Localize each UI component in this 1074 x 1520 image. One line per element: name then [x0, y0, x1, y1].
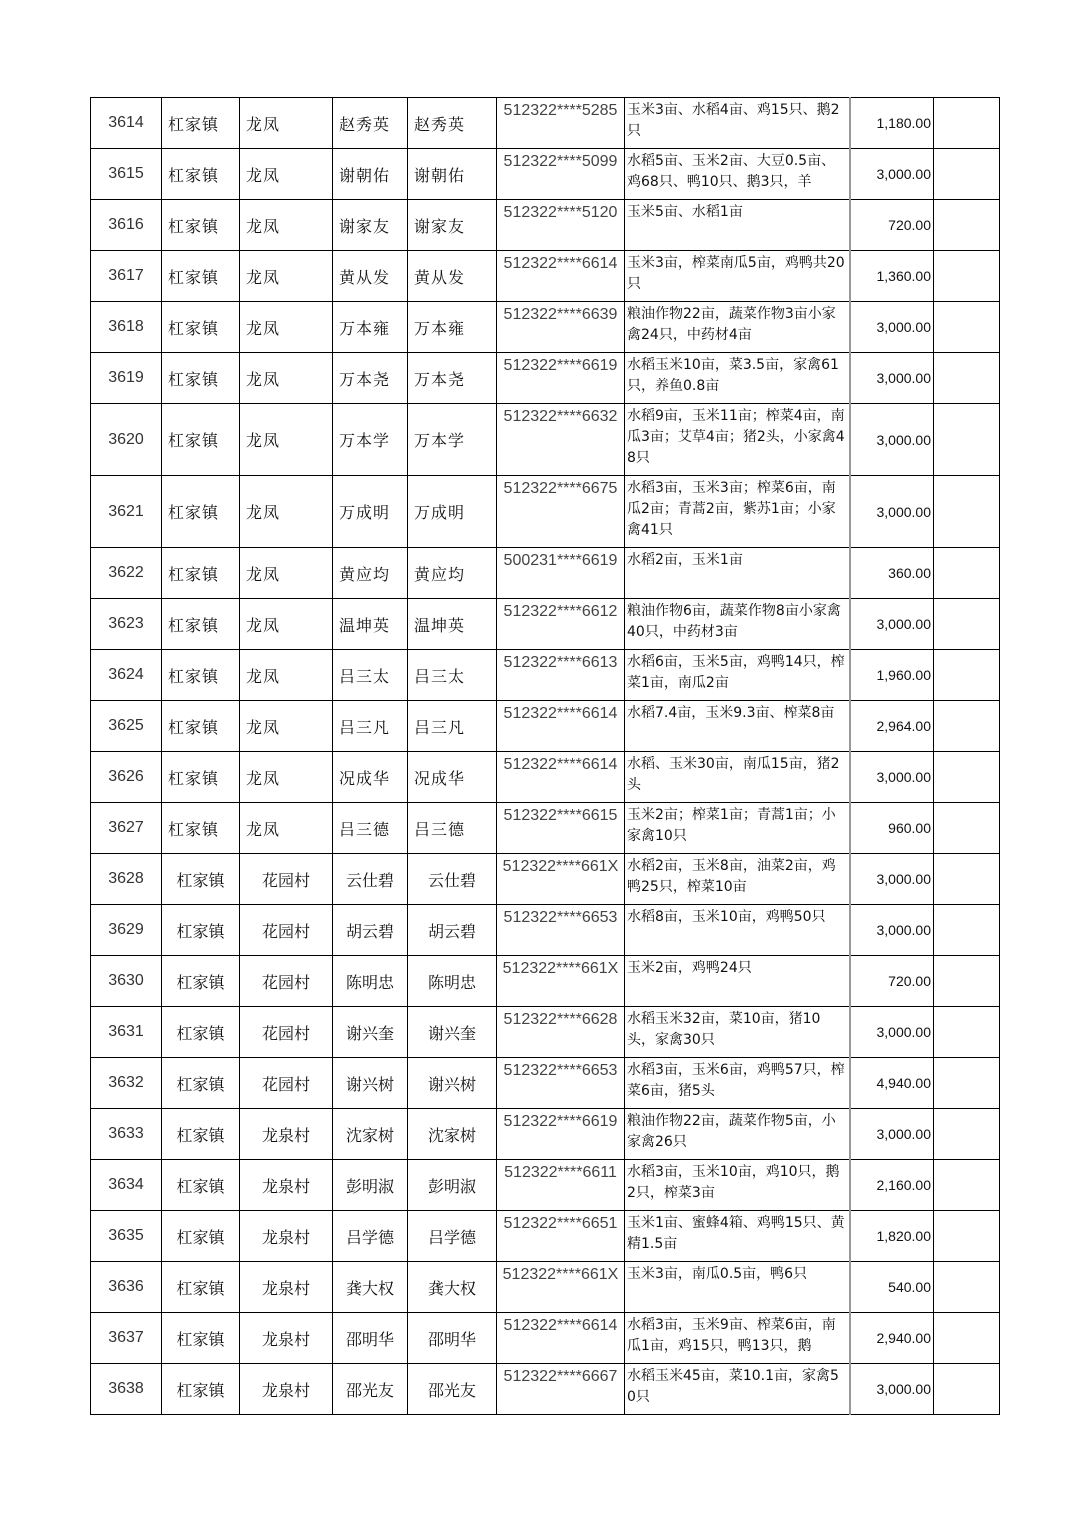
cell-subsidy-amount: 3,000.00 — [850, 353, 934, 404]
cell-serial-no: 3625 — [91, 701, 162, 752]
cell-payee-name: 吕三凡 — [408, 701, 497, 752]
cell-blank — [934, 1160, 1000, 1211]
description-text: 水稻、玉米30亩，南瓜15亩，猪2头 — [627, 756, 840, 793]
cell-payee-name: 黄应均 — [408, 548, 497, 599]
cell-payee-name: 赵秀英 — [408, 98, 497, 149]
cell-blank — [934, 302, 1000, 353]
cell-farmer-name: 万成明 — [333, 476, 408, 548]
cell-village: 龙凤 — [240, 98, 333, 149]
cell-farmer-name: 谢兴树 — [333, 1058, 408, 1109]
cell-id-number: 512322****6611 — [497, 1160, 625, 1211]
cell-id-number: 512322****6612 — [497, 599, 625, 650]
cell-town: 杠家镇 — [162, 905, 240, 956]
cell-farmer-name: 云仕碧 — [333, 854, 408, 905]
cell-production-description — [625, 701, 851, 752]
cell-payee-name: 况成华 — [408, 752, 497, 803]
cell-village: 龙凤 — [240, 149, 333, 200]
description-text: 粮油作物22亩，蔬菜作物3亩小家禽24只，中药材4亩 — [627, 306, 836, 343]
cell-production-description — [625, 1058, 851, 1109]
cell-id-number: 512322****6614 — [497, 1313, 625, 1364]
cell-town: 杠家镇 — [162, 1211, 240, 1262]
cell-id-number: 512322****5099 — [497, 149, 625, 200]
cell-serial-no: 3620 — [91, 404, 162, 476]
cell-village: 龙泉村 — [240, 1313, 333, 1364]
cell-production-description — [625, 200, 851, 251]
cell-serial-no: 3635 — [91, 1211, 162, 1262]
cell-town: 杠家镇 — [162, 1262, 240, 1313]
cell-payee-name: 万本雍 — [408, 302, 497, 353]
cell-village: 花园村 — [240, 956, 333, 1007]
cell-farmer-name: 吕三德 — [333, 803, 408, 854]
cell-town: 杠家镇 — [162, 149, 240, 200]
cell-payee-name: 谢朝佑 — [408, 149, 497, 200]
cell-payee-name: 云仕碧 — [408, 854, 497, 905]
description-text: 水稻7.4亩，玉米9.3亩、榨菜8亩 — [627, 705, 835, 721]
cell-subsidy-amount: 2,964.00 — [850, 701, 934, 752]
description-text: 水稻3亩，玉米9亩、榨菜6亩，南瓜1亩，鸡15只，鸭13只，鹅 — [627, 1317, 836, 1354]
cell-village: 龙凤 — [240, 476, 333, 548]
cell-payee-name: 万本尧 — [408, 353, 497, 404]
cell-production-description — [625, 1313, 851, 1364]
cell-payee-name: 万成明 — [408, 476, 497, 548]
description-text: 水稻9亩，玉米11亩；榨菜4亩，南瓜3亩；艾草4亩；猪2头，小家禽48只 — [627, 408, 845, 466]
cell-subsidy-amount: 2,940.00 — [850, 1313, 934, 1364]
table-row — [91, 353, 1000, 404]
cell-serial-no: 3637 — [91, 1313, 162, 1364]
cell-serial-no: 3634 — [91, 1160, 162, 1211]
cell-farmer-name: 胡云碧 — [333, 905, 408, 956]
table-row — [91, 803, 1000, 854]
cell-production-description — [625, 251, 851, 302]
table-row — [91, 476, 1000, 548]
cell-id-number: 512322****6619 — [497, 1109, 625, 1160]
cell-subsidy-amount: 540.00 — [850, 1262, 934, 1313]
cell-id-number: 512322****6639 — [497, 302, 625, 353]
description-text: 玉米3亩，榨菜南瓜5亩，鸡鸭共20只 — [627, 255, 845, 292]
cell-payee-name: 邵明华 — [408, 1313, 497, 1364]
table-row — [91, 650, 1000, 701]
cell-production-description — [625, 1007, 851, 1058]
cell-serial-no: 3627 — [91, 803, 162, 854]
cell-town: 杠家镇 — [162, 353, 240, 404]
cell-blank — [934, 905, 1000, 956]
description-text: 水稻3亩，玉米6亩，鸡鸭57只，榨菜6亩，猪5头 — [627, 1062, 845, 1099]
table-row — [91, 1160, 1000, 1211]
cell-farmer-name: 邵光友 — [333, 1364, 408, 1415]
table-row — [91, 149, 1000, 200]
description-text: 水稻2亩，玉米8亩，油菜2亩，鸡鸭25只，榨菜10亩 — [627, 858, 836, 895]
cell-blank — [934, 1262, 1000, 1313]
cell-payee-name: 吕三太 — [408, 650, 497, 701]
cell-blank — [934, 803, 1000, 854]
cell-blank — [934, 149, 1000, 200]
cell-subsidy-amount: 1,820.00 — [850, 1211, 934, 1262]
cell-id-number: 512322****6653 — [497, 905, 625, 956]
cell-production-description — [625, 1211, 851, 1262]
table-row — [91, 956, 1000, 1007]
cell-village: 龙泉村 — [240, 1364, 333, 1415]
table-row — [91, 905, 1000, 956]
cell-village: 龙泉村 — [240, 1262, 333, 1313]
table-row — [91, 1058, 1000, 1109]
description-text: 水稻玉米10亩，菜3.5亩，家禽61只，养鱼0.8亩 — [627, 357, 839, 394]
cell-village: 花园村 — [240, 1058, 333, 1109]
cell-serial-no: 3624 — [91, 650, 162, 701]
cell-payee-name: 邵光友 — [408, 1364, 497, 1415]
cell-subsidy-amount: 360.00 — [850, 548, 934, 599]
cell-farmer-name: 邵明华 — [333, 1313, 408, 1364]
cell-payee-name: 沈家树 — [408, 1109, 497, 1160]
cell-subsidy-amount: 1,960.00 — [850, 650, 934, 701]
cell-blank — [934, 752, 1000, 803]
cell-id-number: 512322****6667 — [497, 1364, 625, 1415]
cell-subsidy-amount: 2,160.00 — [850, 1160, 934, 1211]
cell-farmer-name: 黄应均 — [333, 548, 408, 599]
cell-subsidy-amount: 3,000.00 — [850, 149, 934, 200]
cell-farmer-name: 万本雍 — [333, 302, 408, 353]
cell-production-description — [625, 149, 851, 200]
table-row — [91, 1262, 1000, 1313]
cell-production-description — [625, 1109, 851, 1160]
cell-id-number: 512322****6632 — [497, 404, 625, 476]
cell-farmer-name: 赵秀英 — [333, 98, 408, 149]
cell-farmer-name: 吕学德 — [333, 1211, 408, 1262]
cell-farmer-name: 吕三凡 — [333, 701, 408, 752]
cell-payee-name: 陈明忠 — [408, 956, 497, 1007]
cell-id-number: 512322****5285 — [497, 98, 625, 149]
cell-serial-no: 3636 — [91, 1262, 162, 1313]
table-row — [91, 1007, 1000, 1058]
cell-town: 杠家镇 — [162, 1313, 240, 1364]
cell-town: 杠家镇 — [162, 1058, 240, 1109]
cell-id-number: 512322****6614 — [497, 251, 625, 302]
cell-village: 龙凤 — [240, 599, 333, 650]
cell-farmer-name: 吕三太 — [333, 650, 408, 701]
cell-id-number: 512322****661X — [497, 1262, 625, 1313]
cell-blank — [934, 1007, 1000, 1058]
cell-production-description — [625, 752, 851, 803]
table-row — [91, 200, 1000, 251]
cell-town: 杠家镇 — [162, 476, 240, 548]
cell-serial-no: 3618 — [91, 302, 162, 353]
cell-town: 杠家镇 — [162, 650, 240, 701]
cell-payee-name: 温坤英 — [408, 599, 497, 650]
description-text: 水稻3亩，玉米10亩，鸡10只，鹅2只，榨菜3亩 — [627, 1164, 840, 1201]
cell-subsidy-amount: 3,000.00 — [850, 752, 934, 803]
description-text: 粮油作物6亩，蔬菜作物8亩小家禽40只，中药材3亩 — [627, 603, 841, 640]
table-row — [91, 548, 1000, 599]
table-row — [91, 854, 1000, 905]
table-row — [91, 1364, 1000, 1415]
cell-town: 杠家镇 — [162, 200, 240, 251]
cell-payee-name: 谢兴奎 — [408, 1007, 497, 1058]
cell-farmer-name: 万本尧 — [333, 353, 408, 404]
description-text: 玉米2亩；榨菜1亩；青蒿1亩；小家禽10只 — [627, 807, 836, 844]
cell-blank — [934, 650, 1000, 701]
cell-village: 龙凤 — [240, 650, 333, 701]
description-text: 水稻2亩，玉米1亩 — [627, 552, 743, 568]
cell-blank — [934, 251, 1000, 302]
cell-payee-name: 黄从发 — [408, 251, 497, 302]
cell-serial-no: 3622 — [91, 548, 162, 599]
cell-serial-no: 3628 — [91, 854, 162, 905]
description-text: 水稻玉米32亩，菜10亩，猪10头，家禽30只 — [627, 1011, 821, 1048]
cell-subsidy-amount: 4,940.00 — [850, 1058, 934, 1109]
cell-farmer-name: 黄从发 — [333, 251, 408, 302]
table-row — [91, 1313, 1000, 1364]
cell-blank — [934, 200, 1000, 251]
cell-blank — [934, 1313, 1000, 1364]
description-text: 玉米1亩、蜜蜂4箱、鸡鸭15只、黄精1.5亩 — [627, 1215, 845, 1252]
cell-village: 龙凤 — [240, 701, 333, 752]
cell-village: 龙凤 — [240, 302, 333, 353]
subsidy-table — [90, 97, 1000, 1415]
cell-id-number: 512322****6615 — [497, 803, 625, 854]
cell-id-number: 500231****6619 — [497, 548, 625, 599]
description-text: 玉米3亩、水稻4亩、鸡15只、鹅2只 — [627, 102, 840, 139]
table-row — [91, 1109, 1000, 1160]
cell-town: 杠家镇 — [162, 1364, 240, 1415]
cell-blank — [934, 956, 1000, 1007]
table-row — [91, 1211, 1000, 1262]
cell-serial-no: 3632 — [91, 1058, 162, 1109]
cell-village: 龙凤 — [240, 548, 333, 599]
cell-subsidy-amount: 3,000.00 — [850, 854, 934, 905]
cell-subsidy-amount: 3,000.00 — [850, 302, 934, 353]
description-text: 水稻3亩，玉米3亩；榨菜6亩，南瓜2亩；青蒿2亩，紫苏1亩；小家禽41只 — [627, 480, 836, 538]
cell-farmer-name: 谢兴奎 — [333, 1007, 408, 1058]
cell-farmer-name: 陈明忠 — [333, 956, 408, 1007]
cell-payee-name: 万本学 — [408, 404, 497, 476]
cell-blank — [934, 1211, 1000, 1262]
cell-serial-no: 3621 — [91, 476, 162, 548]
cell-payee-name: 彭明淑 — [408, 1160, 497, 1211]
cell-town: 杠家镇 — [162, 302, 240, 353]
cell-town: 杠家镇 — [162, 1109, 240, 1160]
cell-serial-no: 3616 — [91, 200, 162, 251]
cell-production-description — [625, 905, 851, 956]
cell-town: 杠家镇 — [162, 752, 240, 803]
description-text: 水稻8亩，玉米10亩，鸡鸭50只 — [627, 909, 826, 925]
cell-production-description — [625, 302, 851, 353]
cell-blank — [934, 1109, 1000, 1160]
cell-subsidy-amount: 1,180.00 — [850, 98, 934, 149]
cell-serial-no: 3629 — [91, 905, 162, 956]
cell-village: 花园村 — [240, 905, 333, 956]
cell-id-number: 512322****6614 — [497, 701, 625, 752]
cell-village: 龙泉村 — [240, 1109, 333, 1160]
cell-serial-no: 3630 — [91, 956, 162, 1007]
description-text: 玉米5亩、水稻1亩 — [627, 204, 743, 220]
cell-farmer-name: 龚大权 — [333, 1262, 408, 1313]
cell-production-description — [625, 476, 851, 548]
cell-production-description — [625, 353, 851, 404]
cell-town: 杠家镇 — [162, 548, 240, 599]
cell-town: 杠家镇 — [162, 854, 240, 905]
cell-id-number: 512322****6653 — [497, 1058, 625, 1109]
cell-subsidy-amount: 720.00 — [850, 956, 934, 1007]
cell-payee-name: 谢家友 — [408, 200, 497, 251]
cell-village: 龙泉村 — [240, 1160, 333, 1211]
cell-town: 杠家镇 — [162, 98, 240, 149]
cell-village: 花园村 — [240, 854, 333, 905]
cell-subsidy-amount: 3,000.00 — [850, 404, 934, 476]
cell-village: 龙凤 — [240, 353, 333, 404]
cell-serial-no: 3614 — [91, 98, 162, 149]
cell-subsidy-amount: 3,000.00 — [850, 1364, 934, 1415]
cell-production-description — [625, 1262, 851, 1313]
cell-town: 杠家镇 — [162, 251, 240, 302]
cell-id-number: 512322****6619 — [497, 353, 625, 404]
cell-village: 龙凤 — [240, 803, 333, 854]
cell-subsidy-amount: 3,000.00 — [850, 905, 934, 956]
cell-village: 龙泉村 — [240, 1211, 333, 1262]
description-text: 水稻5亩、玉米2亩、大豆0.5亩、鸡68只、鸭10只、鹅3只，羊 — [627, 153, 836, 190]
cell-production-description — [625, 854, 851, 905]
cell-village: 龙凤 — [240, 251, 333, 302]
cell-subsidy-amount: 3,000.00 — [850, 599, 934, 650]
table-row — [91, 302, 1000, 353]
cell-id-number: 512322****661X — [497, 956, 625, 1007]
cell-blank — [934, 98, 1000, 149]
cell-blank — [934, 599, 1000, 650]
cell-payee-name: 胡云碧 — [408, 905, 497, 956]
cell-subsidy-amount: 720.00 — [850, 200, 934, 251]
cell-farmer-name: 况成华 — [333, 752, 408, 803]
cell-blank — [934, 404, 1000, 476]
cell-town: 杠家镇 — [162, 701, 240, 752]
cell-subsidy-amount: 1,360.00 — [850, 251, 934, 302]
cell-payee-name: 吕学德 — [408, 1211, 497, 1262]
table-row — [91, 98, 1000, 149]
cell-serial-no: 3619 — [91, 353, 162, 404]
cell-town: 杠家镇 — [162, 404, 240, 476]
cell-production-description — [625, 1364, 851, 1415]
description-text: 玉米2亩，鸡鸭24只 — [627, 960, 752, 976]
cell-blank — [934, 701, 1000, 752]
cell-town: 杠家镇 — [162, 956, 240, 1007]
cell-farmer-name: 温坤英 — [333, 599, 408, 650]
cell-blank — [934, 1058, 1000, 1109]
cell-payee-name: 龚大权 — [408, 1262, 497, 1313]
cell-payee-name: 谢兴树 — [408, 1058, 497, 1109]
cell-id-number: 512322****6675 — [497, 476, 625, 548]
cell-serial-no: 3631 — [91, 1007, 162, 1058]
cell-blank — [934, 548, 1000, 599]
cell-payee-name: 吕三德 — [408, 803, 497, 854]
table-row — [91, 752, 1000, 803]
cell-village: 花园村 — [240, 1007, 333, 1058]
cell-production-description — [625, 548, 851, 599]
description-text: 粮油作物22亩，蔬菜作物5亩，小家禽26只 — [627, 1113, 836, 1150]
cell-production-description — [625, 404, 851, 476]
cell-town: 杠家镇 — [162, 599, 240, 650]
cell-id-number: 512322****661X — [497, 854, 625, 905]
cell-village: 龙凤 — [240, 200, 333, 251]
description-text: 水稻玉米45亩，菜10.1亩，家禽50只 — [627, 1368, 839, 1405]
description-text: 玉米3亩，南瓜0.5亩，鸭6只 — [627, 1266, 808, 1282]
cell-production-description — [625, 599, 851, 650]
cell-id-number: 512322****6651 — [497, 1211, 625, 1262]
cell-farmer-name: 万本学 — [333, 404, 408, 476]
table-row — [91, 404, 1000, 476]
cell-town: 杠家镇 — [162, 1007, 240, 1058]
cell-farmer-name: 彭明淑 — [333, 1160, 408, 1211]
cell-production-description — [625, 1160, 851, 1211]
cell-serial-no: 3615 — [91, 149, 162, 200]
cell-village: 龙凤 — [240, 752, 333, 803]
cell-id-number: 512322****5120 — [497, 200, 625, 251]
cell-id-number: 512322****6628 — [497, 1007, 625, 1058]
description-text: 水稻6亩，玉米5亩，鸡鸭14只，榨菜1亩，南瓜2亩 — [627, 654, 845, 691]
table-body — [91, 98, 1000, 1415]
cell-id-number: 512322****6613 — [497, 650, 625, 701]
cell-blank — [934, 854, 1000, 905]
cell-subsidy-amount: 3,000.00 — [850, 1109, 934, 1160]
cell-production-description — [625, 98, 851, 149]
cell-blank — [934, 1364, 1000, 1415]
table-row — [91, 251, 1000, 302]
cell-production-description — [625, 803, 851, 854]
cell-serial-no: 3623 — [91, 599, 162, 650]
cell-subsidy-amount: 3,000.00 — [850, 476, 934, 548]
cell-serial-no: 3617 — [91, 251, 162, 302]
cell-town: 杠家镇 — [162, 1160, 240, 1211]
table-row — [91, 599, 1000, 650]
cell-serial-no: 3626 — [91, 752, 162, 803]
cell-production-description — [625, 956, 851, 1007]
cell-subsidy-amount: 960.00 — [850, 803, 934, 854]
table-row — [91, 701, 1000, 752]
cell-farmer-name: 沈家树 — [333, 1109, 408, 1160]
cell-subsidy-amount: 3,000.00 — [850, 1007, 934, 1058]
cell-serial-no: 3633 — [91, 1109, 162, 1160]
cell-farmer-name: 谢家友 — [333, 200, 408, 251]
cell-production-description — [625, 650, 851, 701]
cell-farmer-name: 谢朝佑 — [333, 149, 408, 200]
cell-id-number: 512322****6614 — [497, 752, 625, 803]
cell-blank — [934, 476, 1000, 548]
cell-village: 龙凤 — [240, 404, 333, 476]
cell-blank — [934, 353, 1000, 404]
cell-serial-no: 3638 — [91, 1364, 162, 1415]
cell-town: 杠家镇 — [162, 803, 240, 854]
